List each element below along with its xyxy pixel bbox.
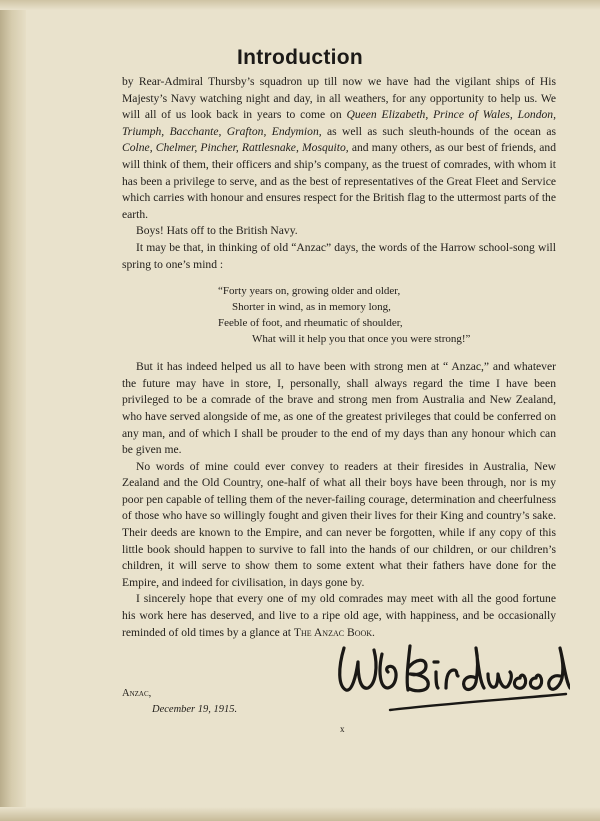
signature-stroke <box>380 654 396 688</box>
poem-quote <box>218 283 556 347</box>
paragraph-harrow: It may be that, in thinking of old “Anzac” days, the words of the Harrow school-song will spring to one’s mind : <box>122 240 556 271</box>
date-line: December 19, 1915. <box>152 704 238 715</box>
paragraph-closing-end: . <box>372 625 375 639</box>
page-number: x <box>340 724 345 734</box>
paragraph-strong-men: But it has indeed helped us all to have been with strong men at “ Anzac,” and whatever the future may have in store, I, personally, shall always regard the time I have been privileged to be a comrade of the brave and strong men from Australia and New Zealand, who have served alongside of me, as one of the greatest privileges that could be conferred on any man, and of which I shall be prouder to the end of my days than any honour which can be given me. <box>122 360 556 457</box>
signature-stroke <box>488 672 511 687</box>
paragraph-closing-text: I sincerely hope that every one of my old comrades may meet with all the good fortune his work here has deserved, and live to a ripe old age, with happiness, and be occasionally reminded of old times by a glance at <box>122 592 556 639</box>
signature-stroke <box>464 648 484 689</box>
paragraph-no-words: No words of mine could ever convey to readers at their firesides in Australia, New Zealand and the Old Country, one-half of what all their boys have been through, nor is my poor pen capable of telling them of the never-failing courage, determination and cheerfulness of those who have so willingly fought and given their lives for their King and country’s sake. Their deeds are known to the Empire, and can never be forgotten, while if any copy of this little book should happen to survive to fall into the hands of our children, or our children’s children, it will serve to show them to some extent what their fathers have done for the Empire, and indeed for civilisation, in days gone by. <box>122 459 556 589</box>
signature-underline <box>390 694 566 710</box>
paragraph-navy-text-2: as well as such sleuth-hounds of the ocean as <box>321 124 556 138</box>
signature-stroke <box>434 662 438 688</box>
signature-stroke <box>340 648 376 690</box>
page-edge-bottom <box>0 807 600 821</box>
poem-line: Feeble of foot, and rheumatic of shoulder, <box>218 317 403 330</box>
page-edge-left <box>0 0 26 821</box>
paragraph-navy <box>122 74 556 223</box>
paragraph-hats-off: Boys! Hats off to the British Navy. <box>136 224 298 238</box>
page-title: Introduction <box>236 46 364 69</box>
ship-names: Queen Elizabeth, Prince of Wales, London, Triumph, Bacchante, Grafton, Endymion, <box>122 108 556 138</box>
sleuth-hound-names: Colne, Chelmer, Pincher, Rattlesnake, Mosquito, <box>122 141 349 155</box>
poem-line: Shorter in wind, as in memory long, <box>232 301 391 314</box>
signature-stroke <box>549 648 570 689</box>
poem-line: “Forty years on, growing older and older, <box>218 285 401 298</box>
poem-line: What will it help you that once you were strong!” <box>252 333 471 346</box>
signature-stroke <box>530 675 541 688</box>
signature-stroke <box>514 675 525 688</box>
place-line: Anzac, <box>122 688 152 699</box>
signature-stroke <box>446 670 458 688</box>
signature-stroke <box>407 646 428 691</box>
paragraph-navy-text-3: and many others, as our best of friends, and will think of them, their officers and ship’s company, as the truest of comrades, with whom it has been a privilege to serve, and as the best of representatives of the Great Fleet and Service which carries with honour and ensures respect for the British flag to the uttermost parts of the earth. <box>122 141 557 221</box>
body-text <box>122 74 556 641</box>
page-edge-top <box>0 0 600 10</box>
book-title: The Anzac Book <box>293 625 373 639</box>
paragraph-navy-text-1: by Rear-Admiral Thursby’s squadron up till now we have had the vigilant ships of His Majesty’s Navy watching night and day, in all weathers, for any opportunity to help us. We will all of us look back in years to come on <box>122 75 556 122</box>
